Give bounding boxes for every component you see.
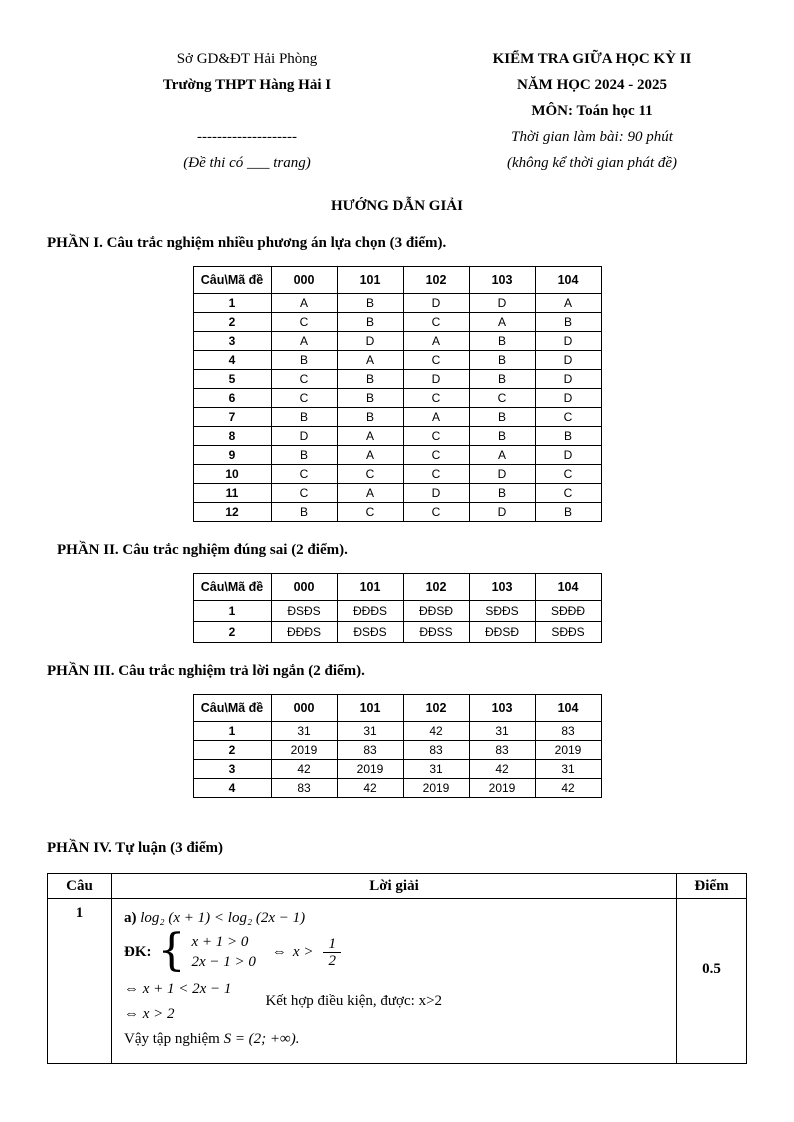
row-label-cell: 4	[193, 351, 271, 370]
equiv-arrow-icon: ⇔	[271, 944, 287, 961]
row-label-cell: 10	[193, 465, 271, 484]
answer-cell: C	[403, 427, 469, 446]
answer-cell: B	[535, 313, 601, 332]
row-label-cell: 2	[193, 622, 271, 643]
answer-cell: B	[337, 408, 403, 427]
answer-cell: B	[337, 294, 403, 313]
table-header-cell: 104	[535, 695, 601, 722]
solution-row	[48, 899, 747, 1064]
answer-cell: D	[535, 446, 601, 465]
answer-cell: D	[469, 465, 535, 484]
table-row	[193, 484, 601, 503]
table-row	[193, 601, 601, 622]
solution-cell	[112, 899, 677, 1064]
answer-cell: 31	[469, 722, 535, 741]
table-row	[193, 389, 601, 408]
table-header-cell: 102	[403, 267, 469, 294]
document-header	[47, 46, 747, 176]
answer-cell: C	[271, 313, 337, 332]
answer-cell: D	[403, 370, 469, 389]
answer-cell: B	[337, 389, 403, 408]
table-row	[193, 370, 601, 389]
col-header-cau: Câu	[48, 874, 112, 899]
table-header-cell: 103	[469, 267, 535, 294]
conclusion-text: Vậy tập nghiệm	[124, 1030, 220, 1047]
solution-table-header-row	[48, 874, 747, 899]
table-header-cell: 000	[271, 574, 337, 601]
answer-cell: C	[403, 465, 469, 484]
answer-cell: D	[535, 370, 601, 389]
row-label-cell: 7	[193, 408, 271, 427]
table-header-cell: Câu\Mã đề	[193, 267, 271, 294]
answer-cell: 2019	[469, 779, 535, 798]
table-row	[193, 313, 601, 332]
table-header-cell: 102	[403, 695, 469, 722]
part4-heading: PHẦN IV. Tự luận (3 điểm)	[47, 840, 223, 856]
fraction-one-half	[323, 936, 341, 970]
answer-cell: 42	[403, 722, 469, 741]
question-number-cell: 1	[48, 899, 112, 1064]
answer-cell: A	[403, 408, 469, 427]
answer-cell: B	[469, 408, 535, 427]
answer-cell: ĐĐĐS	[271, 622, 337, 643]
answer-cell: 83	[535, 722, 601, 741]
table-row	[193, 779, 601, 798]
answer-cell: B	[469, 484, 535, 503]
answer-cell: D	[535, 389, 601, 408]
solution-steps	[124, 981, 664, 1023]
table-row	[193, 622, 601, 643]
answer-cell: B	[271, 446, 337, 465]
answer-cell: B	[271, 503, 337, 522]
answer-cell: C	[337, 465, 403, 484]
answer-cell: 2019	[535, 741, 601, 760]
answer-cell: C	[271, 484, 337, 503]
answer-cell: B	[337, 313, 403, 332]
table-row	[193, 427, 601, 446]
inequality-system	[192, 934, 256, 971]
conclusion-math: S = (2; +∞).	[223, 1030, 300, 1047]
table-header-row	[193, 695, 601, 722]
answer-cell: A	[337, 351, 403, 370]
answer-cell: SĐĐS	[469, 601, 535, 622]
answer-cell: 83	[271, 779, 337, 798]
answer-cell: C	[469, 389, 535, 408]
row-label-cell: 5	[193, 370, 271, 389]
school-year: NĂM HỌC 2024 - 2025	[517, 77, 667, 93]
answer-cell: B	[469, 427, 535, 446]
part3-answer-table	[193, 694, 602, 798]
answer-cell: C	[271, 389, 337, 408]
exam-title: KIỂM TRA GIỮA HỌC KỲ II	[492, 51, 692, 67]
header-left-block	[47, 46, 447, 176]
step-2: ⇔ x + 1 < 2x − 1	[124, 980, 232, 997]
school-name: Trường THPT Hàng Hải I	[162, 77, 332, 93]
system-top: x + 1 > 0	[191, 934, 249, 951]
system-bottom: 2x − 1 > 0	[191, 954, 256, 971]
answer-cell: A	[271, 294, 337, 313]
answer-cell: C	[535, 465, 601, 484]
answer-cell: B	[271, 408, 337, 427]
table-row	[193, 294, 601, 313]
solution-steps-column	[124, 981, 231, 1023]
answer-cell: C	[403, 503, 469, 522]
row-label-cell: 2	[193, 741, 271, 760]
answer-cell: C	[403, 351, 469, 370]
answer-cell: B	[535, 503, 601, 522]
table-header-cell: 000	[271, 695, 337, 722]
system-brace: {	[157, 925, 186, 976]
answer-cell: C	[337, 503, 403, 522]
answer-cell: A	[403, 332, 469, 351]
answer-cell: 42	[271, 760, 337, 779]
answer-cell: D	[271, 427, 337, 446]
row-label-cell: 1	[193, 294, 271, 313]
pages-note: (Đề thi có ___ trang)	[183, 155, 311, 171]
answer-cell: 2019	[337, 760, 403, 779]
answer-cell: A	[535, 294, 601, 313]
table-row	[193, 465, 601, 484]
condition-result: x >	[292, 944, 314, 961]
duration-line: Thời gian làm bài: 90 phút	[511, 129, 673, 145]
fraction-numerator: 1	[323, 936, 341, 954]
dk-label: ĐK:	[124, 944, 152, 961]
answer-cell: SĐĐĐ	[535, 601, 601, 622]
part2-answer-table	[193, 573, 602, 643]
table-row	[193, 760, 601, 779]
row-label-cell: 2	[193, 313, 271, 332]
answer-cell: D	[403, 484, 469, 503]
answer-cell: 83	[403, 741, 469, 760]
answer-cell: C	[403, 389, 469, 408]
table-row	[193, 408, 601, 427]
duration-note: (không kể thời gian phát đề)	[506, 155, 678, 171]
row-label-cell: 4	[193, 779, 271, 798]
fraction-denominator: 2	[328, 953, 336, 970]
answer-cell: SĐĐS	[535, 622, 601, 643]
table-header-cell: 104	[535, 267, 601, 294]
item-a-label: a)	[124, 910, 137, 926]
answer-cell: A	[337, 484, 403, 503]
part1-heading: PHẦN I. Câu trắc nghiệm nhiều phương án lựa chọn (3 điểm).	[47, 235, 447, 251]
answer-cell: C	[271, 370, 337, 389]
answer-cell: D	[403, 294, 469, 313]
answer-cell: D	[337, 332, 403, 351]
table-header-cell: 103	[469, 695, 535, 722]
table-header-cell: Câu\Mã đề	[193, 695, 271, 722]
page-title: HƯỚNG DẪN GIẢI	[331, 198, 463, 214]
divider-dashes: --------------------	[197, 129, 297, 145]
answer-cell: A	[469, 446, 535, 465]
answer-cell: D	[535, 332, 601, 351]
answer-cell: 31	[403, 760, 469, 779]
row-label-cell: 3	[193, 332, 271, 351]
answer-cell: 31	[535, 760, 601, 779]
step-3: ⇔ x > 2	[124, 1005, 175, 1022]
row-label-cell: 9	[193, 446, 271, 465]
table-header-cell: Câu\Mã đề	[193, 574, 271, 601]
row-label-cell: 12	[193, 503, 271, 522]
answer-cell: B	[469, 370, 535, 389]
row-label-cell: 8	[193, 427, 271, 446]
answer-cell: 31	[271, 722, 337, 741]
answer-cell: 2019	[271, 741, 337, 760]
table-row	[193, 332, 601, 351]
col-header-loigiai: Lời giải	[112, 874, 677, 899]
col-header-diem: Điểm	[677, 874, 747, 899]
table-header-cell: 101	[337, 267, 403, 294]
answer-cell: 42	[535, 779, 601, 798]
part3-heading: PHẦN III. Câu trắc nghiệm trả lời ngắn (2 điểm).	[47, 663, 365, 679]
answer-cell: A	[337, 446, 403, 465]
row-label-cell: 1	[193, 601, 271, 622]
table-row	[193, 446, 601, 465]
row-label-cell: 3	[193, 760, 271, 779]
solution-condition-line	[124, 925, 664, 976]
table-header-cell: 103	[469, 574, 535, 601]
row-label-cell: 11	[193, 484, 271, 503]
answer-cell: 2019	[403, 779, 469, 798]
answer-cell: 83	[469, 741, 535, 760]
row-label-cell: 1	[193, 722, 271, 741]
answer-cell: B	[535, 427, 601, 446]
answer-cell: ĐĐSĐ	[469, 622, 535, 643]
part2-heading: PHẦN II. Câu trắc nghiệm đúng sai (2 điểm).	[57, 542, 348, 558]
header-right-block	[447, 46, 737, 176]
answer-cell: B	[469, 351, 535, 370]
part1-answer-table	[193, 266, 602, 522]
answer-cell: C	[403, 313, 469, 332]
answer-cell: D	[535, 351, 601, 370]
table-header-cell: 101	[337, 695, 403, 722]
answer-cell: D	[469, 294, 535, 313]
score-cell: 0.5	[677, 899, 747, 1064]
answer-cell: B	[337, 370, 403, 389]
combine-condition-note: Kết hợp điều kiện, được: x>2	[265, 993, 443, 1010]
answer-cell: ĐĐSS	[403, 622, 469, 643]
answer-cell: ĐSĐS	[271, 601, 337, 622]
table-header-cell: 102	[403, 574, 469, 601]
answer-cell: C	[271, 465, 337, 484]
answer-cell: B	[271, 351, 337, 370]
answer-cell: 42	[469, 760, 535, 779]
inequality-expression: log₂ (x + 1) < log₂ (2x − 1)	[140, 910, 306, 926]
part4-solution-table	[47, 873, 747, 1064]
answer-cell: B	[469, 332, 535, 351]
table-header-row	[193, 574, 601, 601]
header-spacer	[47, 98, 447, 124]
answer-cell: ĐĐĐS	[337, 601, 403, 622]
answer-cell: C	[403, 446, 469, 465]
subject-line: MÔN: Toán học 11	[531, 103, 653, 119]
table-header-cell: 104	[535, 574, 601, 601]
answer-cell: 42	[337, 779, 403, 798]
solution-conclusion	[124, 1031, 664, 1048]
department-name: Sở GD&ĐT Hải Phòng	[176, 51, 318, 67]
answer-cell: 31	[337, 722, 403, 741]
answer-cell: D	[469, 503, 535, 522]
answer-cell: A	[337, 427, 403, 446]
answer-cell: 83	[337, 741, 403, 760]
table-header-cell: 101	[337, 574, 403, 601]
solution-line-a	[124, 910, 664, 927]
answer-cell: A	[469, 313, 535, 332]
answer-cell: A	[271, 332, 337, 351]
answer-cell: C	[535, 408, 601, 427]
table-row	[193, 503, 601, 522]
row-label-cell: 6	[193, 389, 271, 408]
table-header-row	[193, 267, 601, 294]
table-row	[193, 351, 601, 370]
answer-cell: C	[535, 484, 601, 503]
answer-cell: ĐĐSĐ	[403, 601, 469, 622]
answer-cell: ĐSĐS	[337, 622, 403, 643]
table-header-cell: 000	[271, 267, 337, 294]
table-row	[193, 741, 601, 760]
table-row	[193, 722, 601, 741]
